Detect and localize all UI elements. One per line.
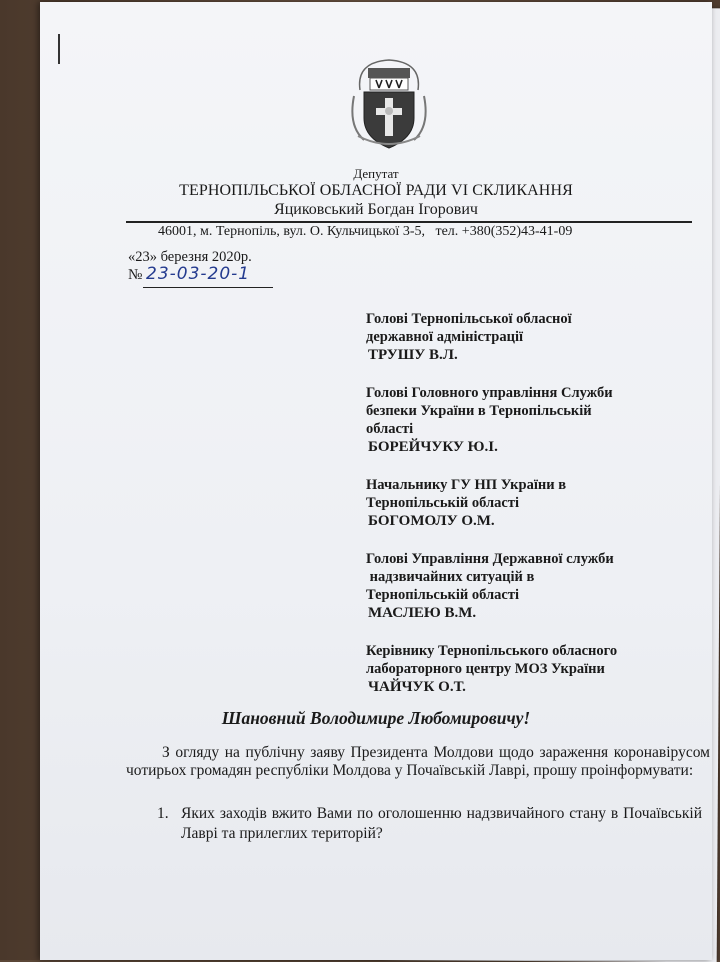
addressee-name: ЧАЙЧУК О.Т. xyxy=(368,679,466,695)
addressee-line: Керівнику Тернопільського обласного xyxy=(366,643,618,659)
addressee-block xyxy=(366,384,686,456)
addressee-line: Голові Управління Державної служби xyxy=(366,551,614,567)
addressee-name: БОГОМОЛУ О.М. xyxy=(368,513,495,529)
letter-number-label: № xyxy=(128,267,143,283)
addressee-line: безпеки України в Тернопільській xyxy=(366,403,592,419)
salutation: Шановний Володимире Любомировичу! xyxy=(221,708,531,728)
pen-mark xyxy=(58,34,60,64)
addressee-line: Тернопільській області xyxy=(366,587,519,603)
addressee-line: Начальнику ГУ НП України в xyxy=(366,477,567,493)
addressee-line: області xyxy=(366,421,414,437)
letter-date: «23» березня 2020р. xyxy=(128,249,252,265)
list-item-text: Яких заходів вжито Вами по оголошенню надзвичайного стану в Почаївській Лаврі та прилеглих територій? xyxy=(181,805,702,842)
letter-page xyxy=(40,2,712,960)
addressee-block xyxy=(366,642,686,696)
addressee-line: державної адміністрації xyxy=(366,329,524,345)
addressee-name: БОРЕЙЧУКУ Ю.І. xyxy=(368,439,498,455)
addressee-block xyxy=(366,310,686,364)
addressee-line: Голові Тернопільської обласної xyxy=(366,311,572,327)
council-name: ТЕРНОПІЛЬСЬКОЇ ОБЛАСНОЇ РАДИ VІ СКЛИКАННЯ xyxy=(179,182,573,199)
addressee-name: ТРУШУ В.Л. xyxy=(368,347,458,363)
letter-body xyxy=(126,744,710,780)
list-item xyxy=(158,804,702,844)
number-underline xyxy=(143,287,273,288)
addressee-line: Голові Головного управління Служби xyxy=(366,385,613,401)
header-divider xyxy=(126,221,692,223)
addressee-block xyxy=(366,476,686,530)
addressee-list xyxy=(366,310,686,716)
body-paragraph: З огляду на публічну заяву Президента Молдови щодо зараження коронавірусом чотирьох громадян республіки Молдова у Почаївській Лаврі, прошу проінформувати: xyxy=(126,744,710,779)
addressee-name: МАСЛЕЮ В.М. xyxy=(368,605,477,621)
deputy-title: Депутат xyxy=(353,166,399,181)
contact-address: 46001, м. Тернопіль, вул. О. Кульчицької 3-5, тел. +380(352)43-41-09 xyxy=(158,224,573,239)
addressee-line: надзвичайних ситуацій в xyxy=(366,569,535,585)
addressee-block xyxy=(366,550,686,622)
addressee-line: лабораторного центру МОЗ України xyxy=(366,661,605,677)
letter-number-handwritten: 23-03-20-1 xyxy=(146,264,251,284)
ternopil-coat-of-arms-icon xyxy=(346,56,432,152)
addressee-line: Тернопільській області xyxy=(366,495,519,511)
list-item-number: 1. xyxy=(157,805,169,822)
deputy-name: Яциковський Богдан Ігорович xyxy=(274,201,478,218)
